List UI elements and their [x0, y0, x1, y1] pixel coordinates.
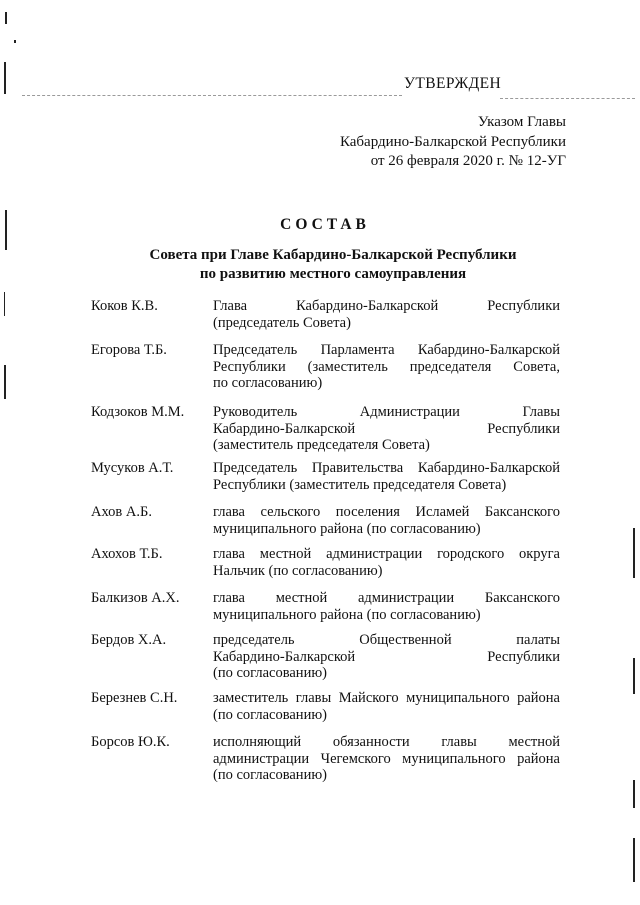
member-name: Егорова Т.Б. — [91, 342, 167, 358]
member-role-line: Нальчик (по согласованию) — [213, 562, 383, 579]
scan-mark — [4, 365, 6, 399]
member-name: Бердов Х.А. — [91, 632, 167, 648]
member-name: Мусуков А.Т. — [91, 460, 174, 476]
member-name: Борсов Ю.К. — [91, 734, 170, 750]
member-role-line: Республики (заместитель председателя Совета) — [213, 476, 507, 493]
member-role-line: глава местной администрации городского округа — [213, 546, 560, 562]
member-role-line: Глава Кабардино-Балкарской Республики — [213, 298, 560, 314]
member-name: Кодзоков М.М. — [91, 404, 185, 420]
scan-mark — [633, 838, 635, 882]
member-name: Коков К.В. — [91, 298, 158, 314]
member-role — [213, 690, 560, 723]
member-role-line: Кабардино-Балкарской Республики — [213, 420, 560, 437]
member-name: Ахов А.Б. — [91, 504, 152, 520]
decree-line: от 26 февраля 2020 г. № 12-УГ — [370, 153, 566, 169]
member-name: Березнев С.Н. — [91, 690, 178, 706]
member-role — [213, 590, 560, 623]
decree-reference — [300, 113, 566, 172]
member-role-line: глава сельского поселения Исламей Баксанского — [213, 504, 560, 520]
member-role-line: Председатель Правительства Кабардино-Балкарской — [213, 460, 560, 476]
subtitle-line: по развитию местного самоуправления — [199, 265, 467, 282]
scan-mark — [5, 12, 7, 24]
member-role — [213, 298, 560, 331]
member-role — [213, 460, 560, 493]
document-title: СОСТАВ — [280, 216, 370, 233]
scan-mark — [633, 528, 635, 578]
approved-stamp: УТВЕРЖДЕН — [404, 75, 502, 92]
document-subtitle — [0, 246, 640, 283]
member-role-line: муниципального района (по согласованию) — [213, 520, 481, 537]
member-role-line: исполняющий обязанности главы местной — [213, 734, 560, 750]
member-role-line: заместитель главы Майского муниципального района — [213, 690, 560, 706]
member-role-line: Республики (заместитель председателя Совета, — [213, 358, 560, 375]
decree-line: Кабардино-Балкарской Республики — [339, 133, 566, 150]
member-role-line: глава местной администрации Баксанского — [213, 590, 560, 606]
scan-mark — [633, 780, 635, 808]
member-role — [213, 504, 560, 537]
member-role-line: (председатель Совета) — [213, 314, 351, 331]
member-role-line: (по согласованию) — [213, 767, 327, 783]
decree-line: Указом Главы — [477, 114, 566, 130]
member-role-line: Председатель Парламента Кабардино-Балкарской — [213, 342, 560, 358]
member-role-line: Кабардино-Балкарской Республики — [213, 648, 560, 665]
member-name: Балкизов А.Х. — [91, 590, 180, 606]
scan-mark — [14, 40, 16, 43]
scan-mark — [633, 658, 635, 694]
member-role — [213, 546, 560, 579]
member-role — [213, 734, 560, 784]
member-role-line: (заместитель председателя Совета) — [213, 437, 430, 453]
member-role-line: муниципального района (по согласованию) — [213, 606, 481, 623]
scan-dash-line — [500, 98, 635, 99]
subtitle-line: Совета при Главе Кабардино-Балкарской Республики — [149, 247, 517, 263]
scan-dash-line — [22, 95, 402, 96]
member-name: Ахохов Т.Б. — [91, 546, 163, 562]
scan-mark — [4, 292, 5, 316]
member-role-line: (по согласованию) — [213, 665, 327, 681]
scan-mark — [4, 62, 6, 94]
member-role — [213, 342, 560, 392]
member-role-line: Руководитель Администрации Главы — [213, 404, 560, 420]
member-role-line: председатель Общественной палаты — [213, 632, 560, 648]
member-role — [213, 404, 560, 454]
member-role — [213, 632, 560, 682]
member-role-line: по согласованию) — [213, 375, 323, 391]
member-role-line: администрации Чегемского муниципального района — [213, 750, 560, 767]
member-role-line: (по согласованию) — [213, 706, 327, 723]
